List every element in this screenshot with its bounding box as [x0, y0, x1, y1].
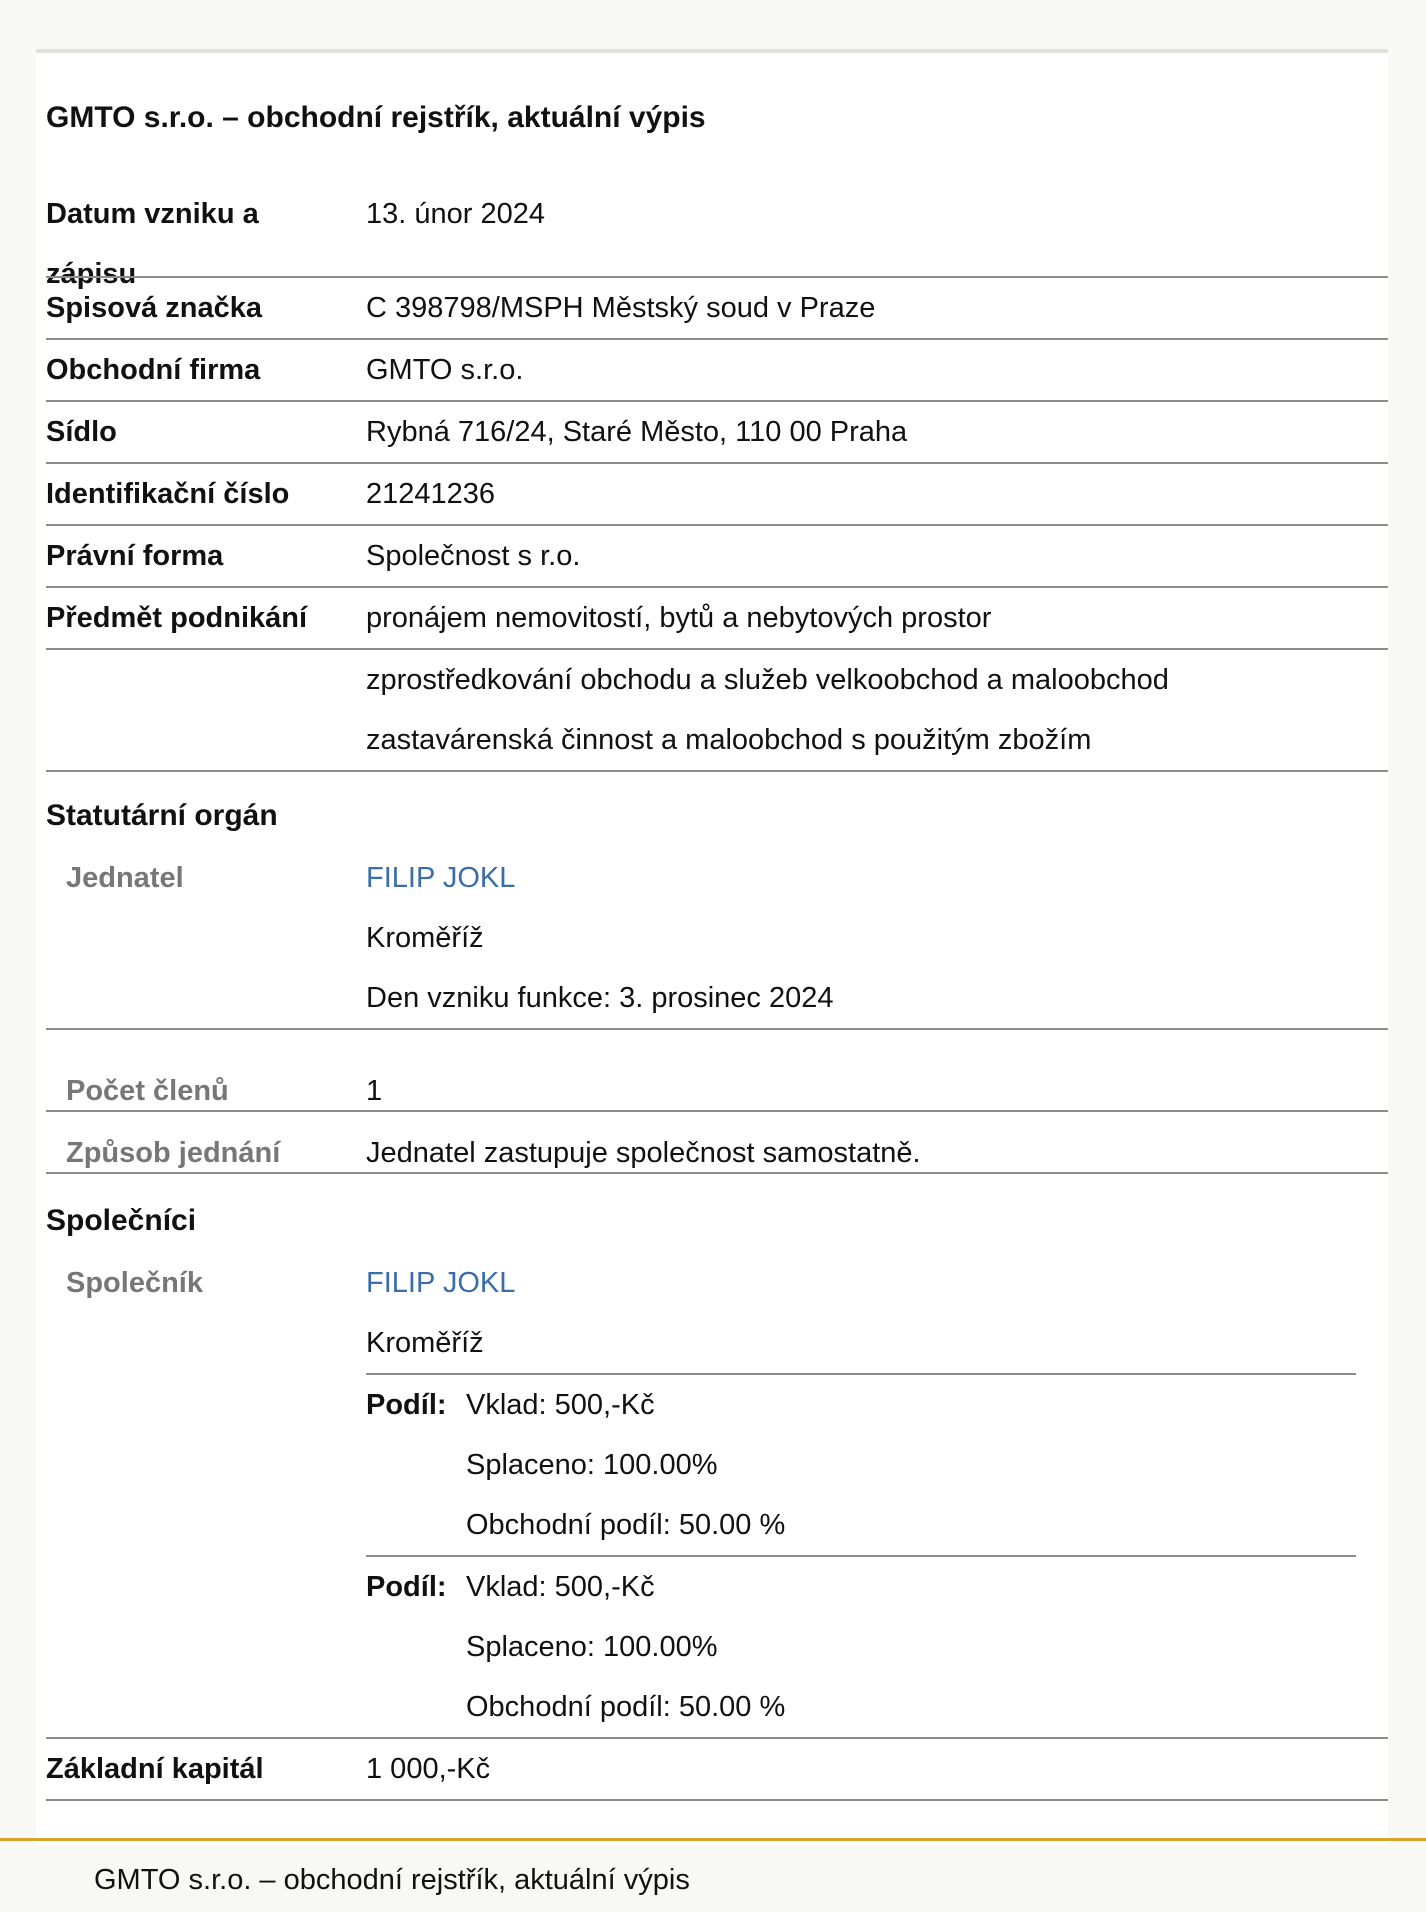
divider	[46, 1028, 1388, 1030]
row-value: Jednatel zastupuje společnost samostatně.	[366, 1137, 921, 1169]
row-value: 1 000,-Kč	[366, 1753, 491, 1785]
page-title: GMTO s.r.o. – obchodní rejstřík, aktuální výpis	[46, 101, 706, 134]
row-value: Společnost s r.o.	[366, 540, 581, 572]
row-label: Spisová značka	[46, 292, 262, 324]
row-label: Identifikační číslo	[46, 478, 290, 510]
podil-splaceno: Splaceno: 100.00%	[466, 1449, 718, 1481]
podil-label: Podíl:	[366, 1571, 447, 1603]
row-label: Jednatel	[66, 862, 184, 894]
podil-splaceno: Splaceno: 100.00%	[466, 1631, 718, 1663]
row-label: Právní forma	[46, 540, 224, 572]
row-value: 1	[366, 1075, 383, 1107]
divider	[46, 1172, 1388, 1174]
row-value: Rybná 716/24, Staré Město, 110 00 Praha	[366, 416, 908, 448]
row-label: Obchodní firma	[46, 354, 261, 386]
podil-label: Podíl:	[366, 1389, 447, 1421]
jednatel-name-link[interactable]: FILIP JOKL	[366, 862, 516, 894]
jednatel-since: Den vzniku funkce: 3. prosinec 2024	[366, 982, 834, 1014]
divider	[46, 1799, 1388, 1801]
jednatel-city: Kroměříž	[366, 922, 484, 954]
footer-title: GMTO s.r.o. – obchodní rejstřík, aktuální výpis	[94, 1864, 690, 1896]
row-label: Datum vzniku a	[46, 198, 259, 230]
divider	[46, 524, 1388, 526]
row-label: Společník	[66, 1267, 203, 1299]
row-value: C 398798/MSPH Městský soud v Praze	[366, 292, 876, 324]
section-heading-statutarni: Statutární orgán	[46, 799, 278, 832]
row-label: Způsob jednání	[66, 1137, 281, 1169]
row-value: zastavárenská činnost a maloobchod s použitým zbožím	[366, 724, 1092, 756]
row-value: pronájem nemovitostí, bytů a nebytových prostor	[366, 602, 992, 634]
row-value: 13. únor 2024	[366, 198, 545, 230]
podil-vklad: Vklad: 500,-Kč	[466, 1571, 655, 1603]
spolecnik-name-link[interactable]: FILIP JOKL	[366, 1267, 516, 1299]
podil-obchodni: Obchodní podíl: 50.00 %	[466, 1691, 786, 1723]
row-label: Sídlo	[46, 416, 117, 448]
registry-card	[36, 49, 1388, 1845]
row-value: GMTO s.r.o.	[366, 354, 524, 386]
spolecnik-city: Kroměříž	[366, 1327, 484, 1359]
divider	[46, 1110, 1388, 1112]
footer-divider	[0, 1838, 1426, 1841]
row-label: Počet členů	[66, 1075, 229, 1107]
podil-vklad: Vklad: 500,-Kč	[466, 1389, 655, 1421]
divider	[46, 770, 1388, 772]
row-label: Základní kapitál	[46, 1753, 264, 1785]
row-value: 21241236	[366, 478, 496, 510]
row-label-cont: zápisu	[46, 258, 137, 290]
podil-obchodni: Obchodní podíl: 50.00 %	[466, 1509, 786, 1541]
row-label: Předmět podnikání	[46, 602, 308, 634]
row-value: zprostředkování obchodu a služeb velkoobchod a maloobchod	[366, 664, 1169, 696]
section-heading-spolecnici: Společníci	[46, 1204, 197, 1237]
